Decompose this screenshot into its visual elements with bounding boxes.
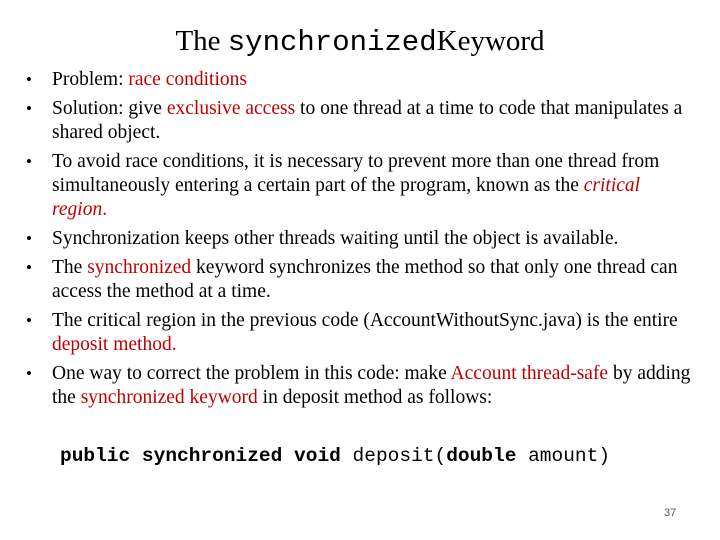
bullet-item <box>26 362 698 410</box>
title-code-word: synchronized <box>227 26 437 59</box>
highlighted-text: Account thread-safe <box>450 363 609 384</box>
page-number: 37 <box>664 507 677 519</box>
bullet-text: in deposit method as follows: <box>257 387 493 408</box>
bullet-text: To avoid race conditions, it is necessary to prevent more than one thread from simultaneously entering a certain part of the program, known as the <box>52 151 660 196</box>
bullet-item <box>26 256 698 304</box>
highlighted-text: critical region <box>52 175 641 220</box>
bullet-item <box>26 309 698 357</box>
title-suffix: Keyword <box>436 25 545 57</box>
code-keyword: public synchronized void <box>60 445 341 467</box>
bullet-text: Problem: <box>52 69 129 90</box>
bullet-text: One way to correct the problem in this code: make <box>52 363 451 384</box>
bullet-text: keyword synchronizes the method so that only one thread can access the method at a time. <box>52 257 678 302</box>
bullet-text: to one thread at a time to code that manipulates a shared object. <box>52 98 683 143</box>
bullet-item <box>26 150 698 222</box>
bullet-item <box>26 68 698 92</box>
bullet-text: The <box>52 257 88 278</box>
bullet-list <box>26 68 698 415</box>
bullet-text: by adding the <box>52 363 691 408</box>
bullet-text: The critical region in the previous code (AccountWithoutSync.java) is the entire <box>52 310 678 331</box>
slide-title <box>0 22 720 62</box>
highlighted-text: . <box>102 199 108 220</box>
highlighted-text: exclusive access <box>166 98 296 119</box>
highlighted-text: race conditions <box>128 69 247 90</box>
highlighted-text: synchronized <box>87 257 192 278</box>
bullet-item <box>26 97 698 145</box>
code-example <box>60 442 610 470</box>
bullet-text: Synchronization keeps other threads waiting until the object is available. <box>52 228 619 249</box>
bullet-text: Solution: give <box>52 98 167 119</box>
highlighted-text: deposit method. <box>52 334 177 355</box>
code-text: amount) <box>516 445 611 467</box>
title-prefix: The <box>175 25 221 57</box>
code-text: deposit( <box>340 445 447 467</box>
highlighted-text: synchronized keyword <box>80 387 258 408</box>
bullet-item <box>26 227 698 251</box>
code-keyword: double <box>446 445 517 467</box>
